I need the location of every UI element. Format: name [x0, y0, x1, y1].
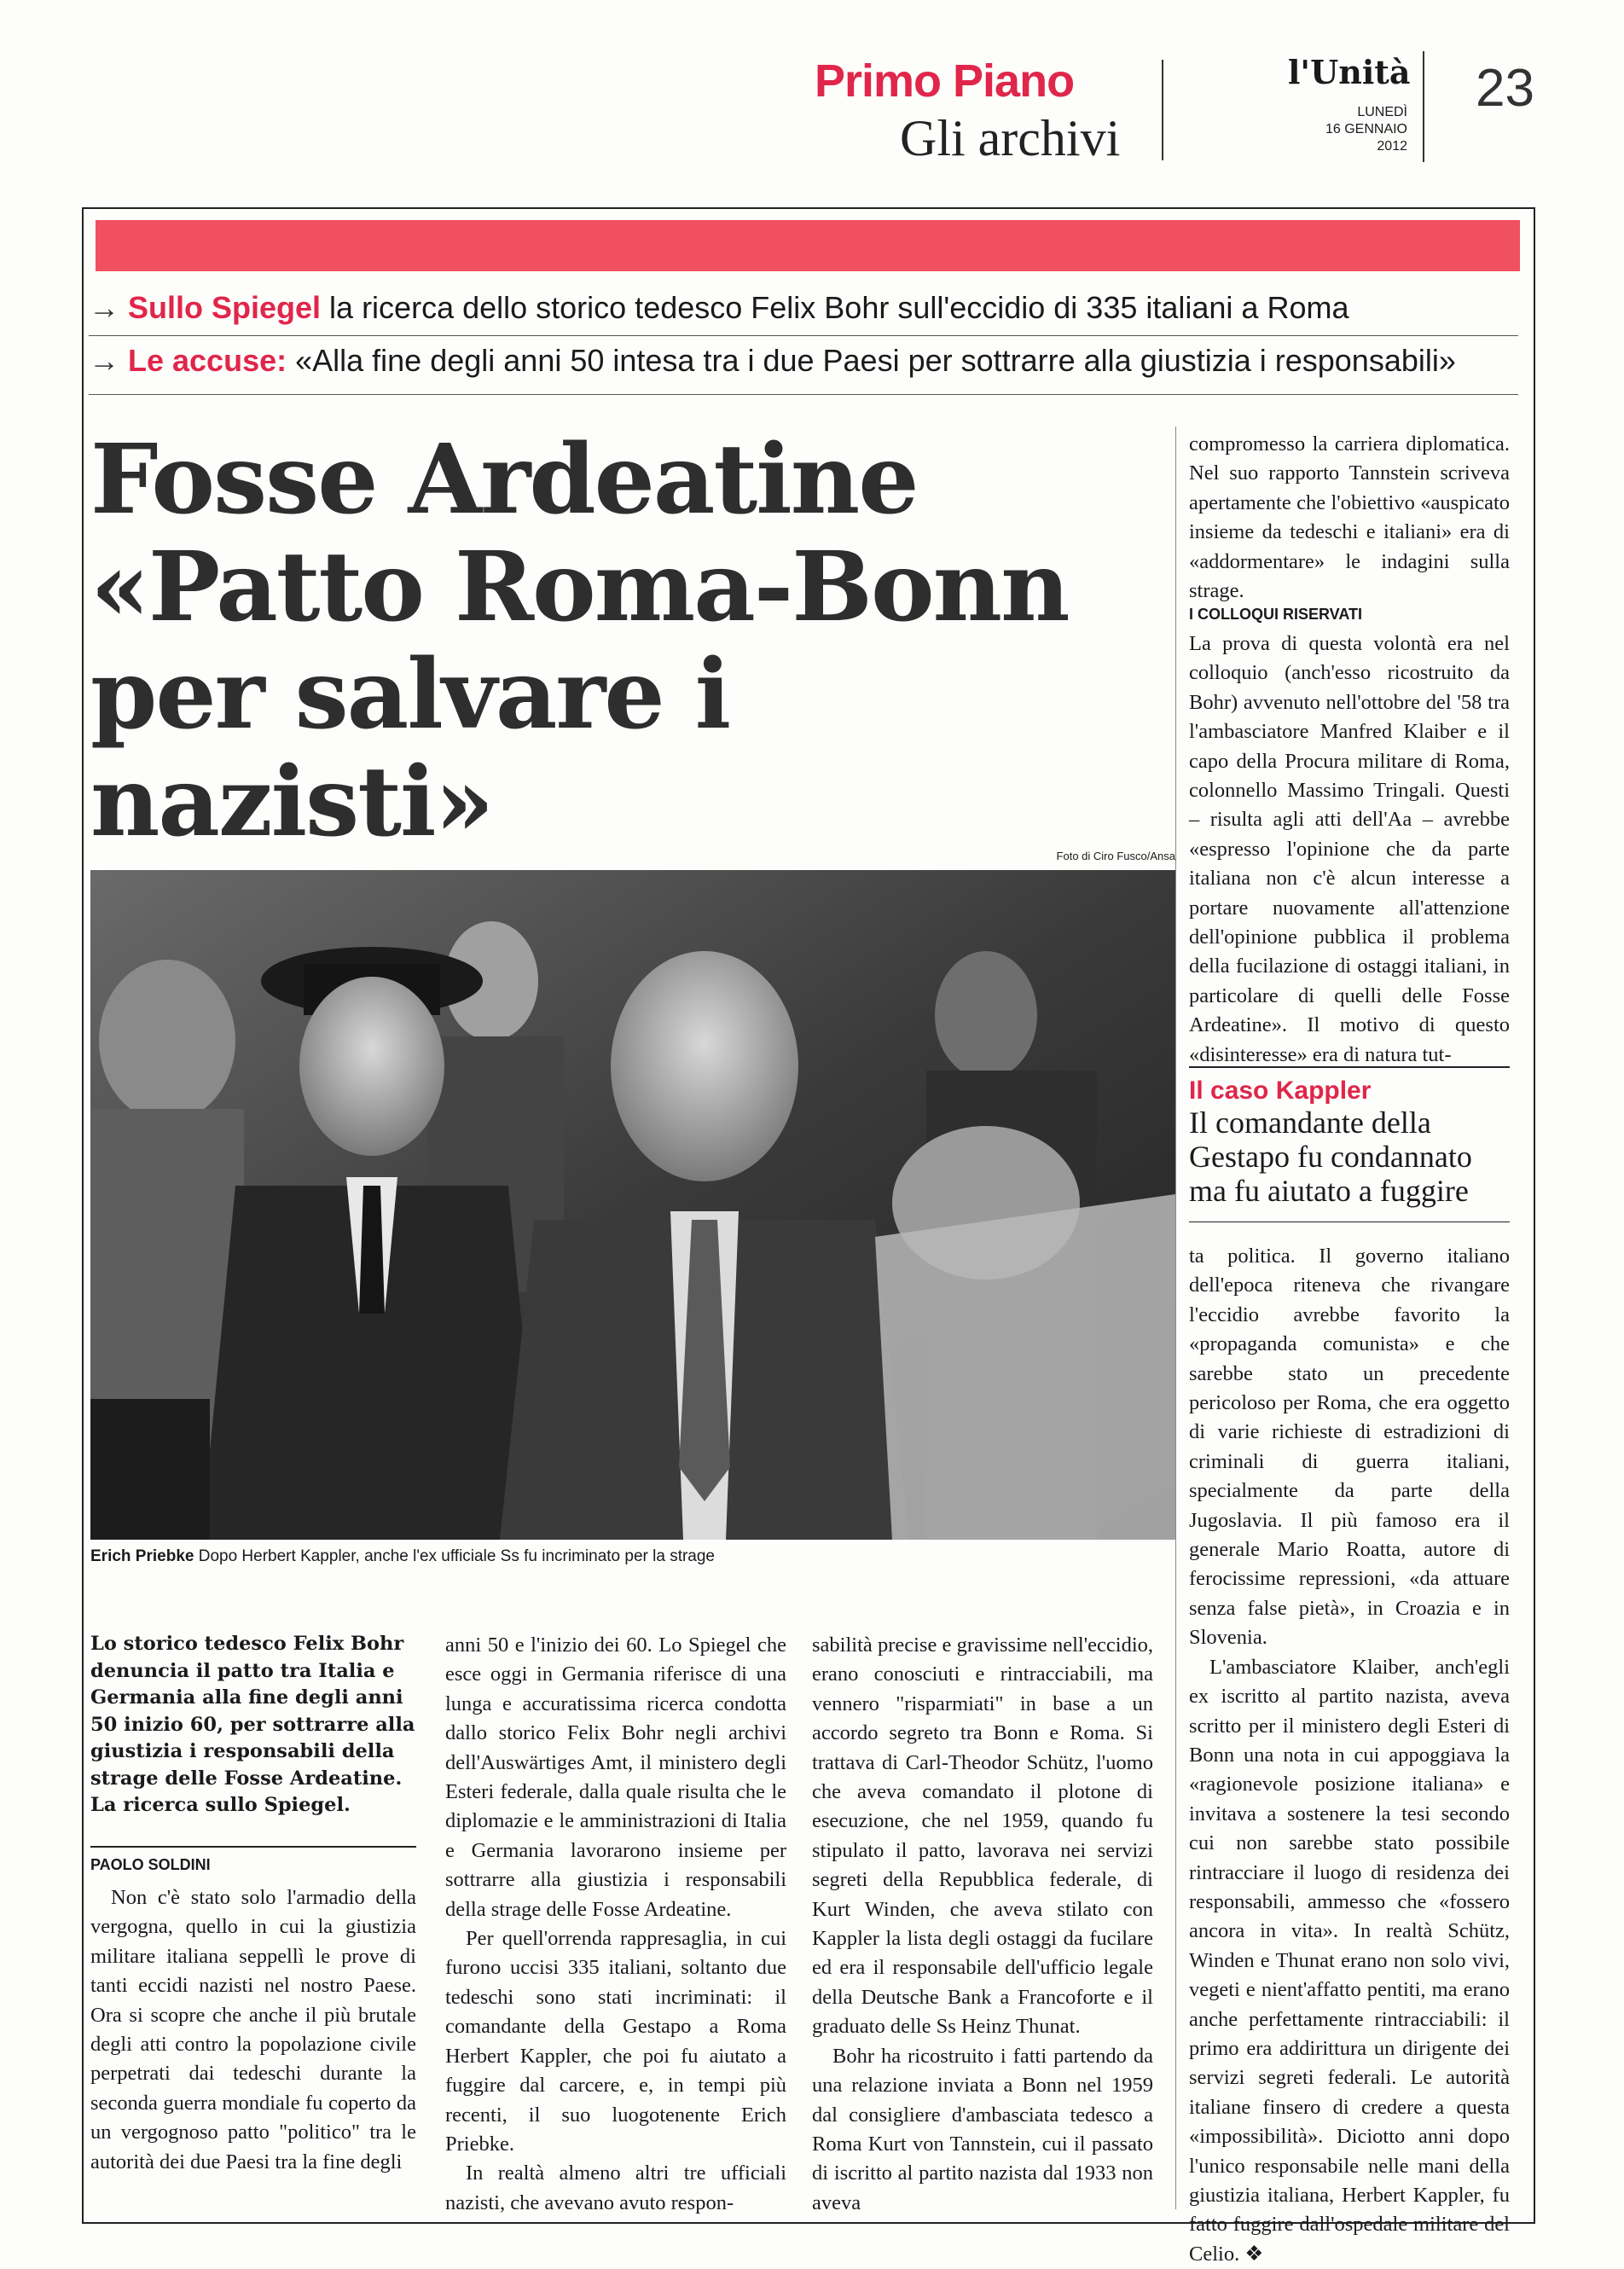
paragraph: anni 50 e l'inizio dei 60. Lo Spiegel che esce oggi in Germania riferisce di una lunga e accuratissima ricerca condotta dallo storico Felix Bohr negli archivi dell'Auswärtiges Amt, il ministero degli Esteri federale, dalla quale risulta che le diplomazie e le amministrazioni di Italia e Germania lavorarono insieme per sottrarre alla giustizia i responsabili della strage delle Fosse Ardeatine. [445, 1634, 786, 1921]
deck-divider-2 [89, 394, 1518, 395]
paragraph-text: L'ambasciatore Klaiber, anch'egli ex iscritto al partito nazista, aveva scritto per il ministero degli Esteri di Bonn una nota in cui appoggiava la «ragionevole posizione italiana» e invitava a sostenere la tesi secondo cui non sarebbe stato possibile rintracciare il luogo di residenza dei responsabili, ammesso che «fossero ancora in vita». In realtà Schütz, Winden e Thunat erano non solo vivi, vegeti e nient'affatto pentiti, ma erano anche perfettamente rintracciabili: il primo era addirittura un dirigente dei servizi segreti federali. Le autorità italiane finsero di credere a questa «impossibilità». Diciotto anni dopo l'unico responsabile nelle mani della giustizia italiana, Herbert Kappler, fu fatto fuggire dall'ospedale militare del Celio. [1189, 1655, 1510, 2266]
paragraph: In realtà almeno altri tre ufficiali nazisti, che avevano avuto respon- [445, 2162, 786, 2214]
right-column-middle [1189, 630, 1510, 1070]
paragraph: Bohr ha ricostruito i fatti partendo da una relazione inviata a Bonn nel 1959 dal consigliere d'ambasciata tedesco a Roma Kurt von Tannstein, cui il passato di iscritto al partito nazista dal 1933 non aveva [812, 2044, 1153, 2214]
headline-line-2: «Patto Roma-Bonn [90, 531, 1069, 643]
headline [90, 424, 1122, 858]
article-intro: Lo storico tedesco Felix Bohr denuncia il patto tra Italia e Germania alla fine degli anni 50 inizio 60, per sottrarre alla giustizia i responsabili della strage delle Fosse Ardeatine. La ricerca sullo Spiegel. [90, 1633, 415, 1816]
headline-line-1: Fosse Ardeatine [90, 424, 918, 536]
paragraph: ta politica. Il governo italiano dell'epoca riteneva che rivangare l'eccidio avrebbe favorito la «propaganda comunista» e che sarebbe stato un precedente pericoloso per Roma, che era oggetto di varie richieste di estradizioni di criminali di guerra italiani, specialmente da parte della Jugoslavia. Il più famoso era il generale Mario Roatta, autore di ferocissime repressioni, «da attuare senza false pietà», in Croazia e in Slovenia. [1189, 1245, 1510, 1650]
arrow-icon: → [89, 343, 119, 378]
issue-year: 2012 [1377, 139, 1407, 154]
paragraph [1189, 1653, 1510, 2269]
section-subtitle: Gli archivi [900, 110, 1121, 166]
paragraph: sabilità precise e gravissime nell'eccidio, erano conosciuti e rintracciabili, ma vennero "risparmiati" in base a un accordo segreto tra Bonn e Roma. Si trattava di Carl-Theodor Schütz, l'uomo che aveva comandato il plotone di esecuzione, che nel 1959, quando fu stipulato il patto, lavorava nei servizi segreti della Repubblica federale, di Kurt Winden, che aveva stilato con Kappler la lista degli ostaggi da fucilare ed era il responsabile dell'ufficio legale della Deutsche Bank a Francoforte e il graduato delle Ss Heinz Thunat. [812, 1634, 1153, 2039]
news-photo [90, 870, 1175, 1540]
right-column-top [1189, 430, 1510, 606]
issue-date [1305, 104, 1407, 155]
red-banner [96, 220, 1520, 271]
issue-day: LUNEDÌ [1357, 105, 1407, 119]
deck-label: Le accuse: [128, 343, 287, 378]
deck-line-1 [89, 290, 1348, 326]
deck-text: la ricerca dello storico tedesco Felix Bohr sull'eccidio di 335 italiani a Roma [321, 290, 1349, 325]
right-column-bottom [1189, 1242, 1510, 2269]
deck-divider [89, 335, 1518, 336]
header-divider [1162, 60, 1163, 160]
header-divider-2 [1423, 51, 1424, 162]
caption-name: Erich Priebke [90, 1547, 194, 1565]
article-column-3 [812, 1631, 1153, 2218]
paragraph: compromesso la carriera diplomatica. Nel suo rapporto Tannstein scriveva apertamente che l'obiettivo «auspicato insieme da tedeschi e italiani» era di «addormentare» le indagini sulla strage. [1189, 432, 1510, 603]
deck-text: «Alla fine degli anni 50 intesa tra i due Paesi per sottrarre alla giustizia i responsabili» [287, 343, 1456, 378]
subhead: I COLLOQUI RISERVATI [1189, 606, 1363, 623]
column-rule [1175, 427, 1176, 2209]
masthead-logo: l'Unità [1288, 53, 1411, 91]
box-label: Il caso Kappler [1189, 1076, 1372, 1105]
caption-text: Dopo Herbert Kappler, anche l'ex ufficiale Ss fu incriminato per la strage [194, 1547, 715, 1565]
paragraph: Per quell'orrenda rappresaglia, in cui furono uccisi 335 italiani, soltanto due tedeschi sono stati incriminati: il comandante della Gestapo a Roma Herbert Kappler, che poi fu aiutato a fuggire dal carcere, e, in tempi più recenti, il suo luogotenente Erich Priebke. [445, 1927, 786, 2156]
news-photo-image [90, 870, 1175, 1540]
paragraph: Non c'è stato solo l'armadio della vergogna, quello in cui la giustizia militare italiana seppellì le prove di tanti eccidi nazisti nel nostro Paese. Ora si scopre che anche il più brutale degli atti contro la popolazione civile perpetrati dai tedeschi durante la seconda guerra mondiale fu coperto da un vergognoso patto "politico" tra le autorità dei due Paesi tra la fine degli [90, 1886, 416, 2173]
page-number: 23 [1476, 59, 1534, 118]
photo-caption [90, 1547, 1175, 1566]
article-column-2 [445, 1631, 786, 2218]
box-title: Il comandante della Gestapo fu condannato ma fu aiutato a fuggire [1189, 1105, 1472, 1208]
headline-line-3: per salvare i nazisti» [90, 639, 730, 858]
box-divider [1189, 1066, 1510, 1068]
issue-date-day: 16 GENNAIO [1325, 122, 1407, 136]
photo-credit: Foto di Ciro Fusco/Ansa [1056, 850, 1175, 862]
byline: PAOLO SOLDINI [90, 1846, 416, 1874]
paragraph: La prova di questa volontà era nel colloquio (anch'esso ricostruito da Bohr) avvenuto nell'ottobre del '58 tra l'ambasciatore Manfred Klaiber e il capo della Procura militare di Roma, colonnello Massimo Tringali. Questi – risulta agli atti dell'Aa – avrebbe «espresso l'opinione che da parte italiana non c'è alcun interesse a portare nuovamente all'attenzione dell'opinione pubblica il problema della fucilazione di ostaggi italiani, in particolare di quelli delle Fosse Ardeatine». Il motivo di questo «disinteresse» era di natura tut- [1189, 632, 1510, 1066]
end-mark-icon: ❖ [1244, 2242, 1264, 2266]
deck-label: Sullo Spiegel [128, 290, 322, 325]
arrow-icon: → [89, 290, 119, 325]
deck-line-2 [89, 343, 1456, 379]
section-title: Primo Piano [815, 55, 1075, 107]
article-column-1 [90, 1883, 416, 2177]
